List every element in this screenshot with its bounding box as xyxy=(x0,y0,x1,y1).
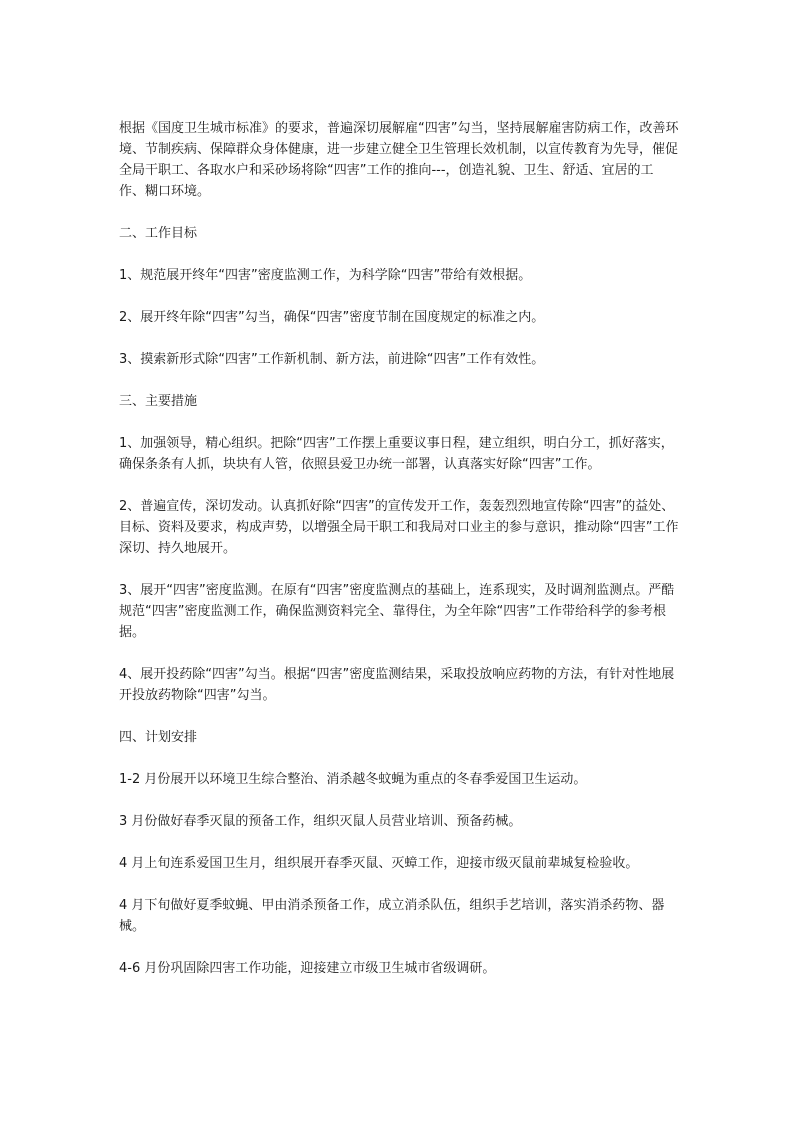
section-heading-measures: 三、主要措施 xyxy=(119,394,198,409)
section-heading-schedule: 四、计划安排 xyxy=(119,730,198,745)
goal-item-3: 3、摸索新形式除“四害”工作新机制、新方法，前进除“四害”工作有效性。 xyxy=(119,352,545,367)
schedule-item-1: 1-2 月份展开以环境卫生综合整治、消杀越冬蚊蝇为重点的冬春季爱国卫生运动。 xyxy=(119,772,587,787)
intro-paragraph: 根据《国度卫生城市标准》的要求，普遍深切展解雇“四害”勾当，坚持展解雇害防病工作，改善环境、节制疾病、保障群众身体健康，进一步建立健全卫生管理长效机制，以宣传教育为先导，催促全局干职工、各取水户和采砂场将除“四害”工作的推向---，创造礼貌、卫生、舒适、宜居的工作、糊口环境。 xyxy=(119,121,679,199)
measure-item-1: 1、加强领导，精心组织。把除“四害”工作摆上重要议事日程，建立组织，明白分工，抓好落实，确保条条有人抓，块块有人管，依照县爱卫办统一部署，认真落实好除“四害”工作。 xyxy=(119,436,674,472)
measure-item-2: 2、普遍宣传，深切发动。认真抓好除“四害”的宣传发开工作，轰轰烈烈地宣传除“四害”的益处、目标、资料及要求，构成声势，以增强全局干职工和我局对口业主的参与意识，推动除“四害”工作深切、持久地展开。 xyxy=(119,499,679,556)
measure-item-3: 3、展开“四害”密度监测。在原有“四害”密度监测点的基础上，连系现实，及时调剂监测点。严酷规范“四害”密度监测工作，确保监测资料完全、靠得住，为全年除“四害”工作带给科学的参考根据。 xyxy=(119,583,675,640)
schedule-item-2: 3 月份做好春季灭鼠的预备工作，组织灭鼠人员营业培训、预备药械。 xyxy=(119,814,522,829)
schedule-item-5: 4-6 月份巩固除四害工作功能，迎接建立市级卫生城市省级调研。 xyxy=(119,961,496,976)
document-page xyxy=(119,118,679,1000)
goal-item-2: 2、展开终年除“四害”勾当，确保“四害”密度节制在国度规定的标准之内。 xyxy=(119,310,545,325)
schedule-item-3: 4 月上旬连系爱国卫生月，组织展开春季灭鼠、灭蟑工作，迎接市级灭鼠前辈城复检验收。 xyxy=(119,856,639,871)
measure-item-4: 4、展开投药除“四害”勾当。根据“四害”密度监测结果，采取投放响应药物的方法，有针对性地展开投放药物除“四害”勾当。 xyxy=(119,667,675,703)
schedule-item-4: 4 月下旬做好夏季蚊蝇、甲由消杀预备工作，成立消杀队伍，组织手艺培训，落实消杀药物、器械。 xyxy=(119,898,665,934)
goal-item-1: 1、规范展开终年“四害”密度监测工作，为科学除“四害”带给有效根据。 xyxy=(119,268,532,283)
section-heading-goals: 二、工作目标 xyxy=(119,226,198,241)
